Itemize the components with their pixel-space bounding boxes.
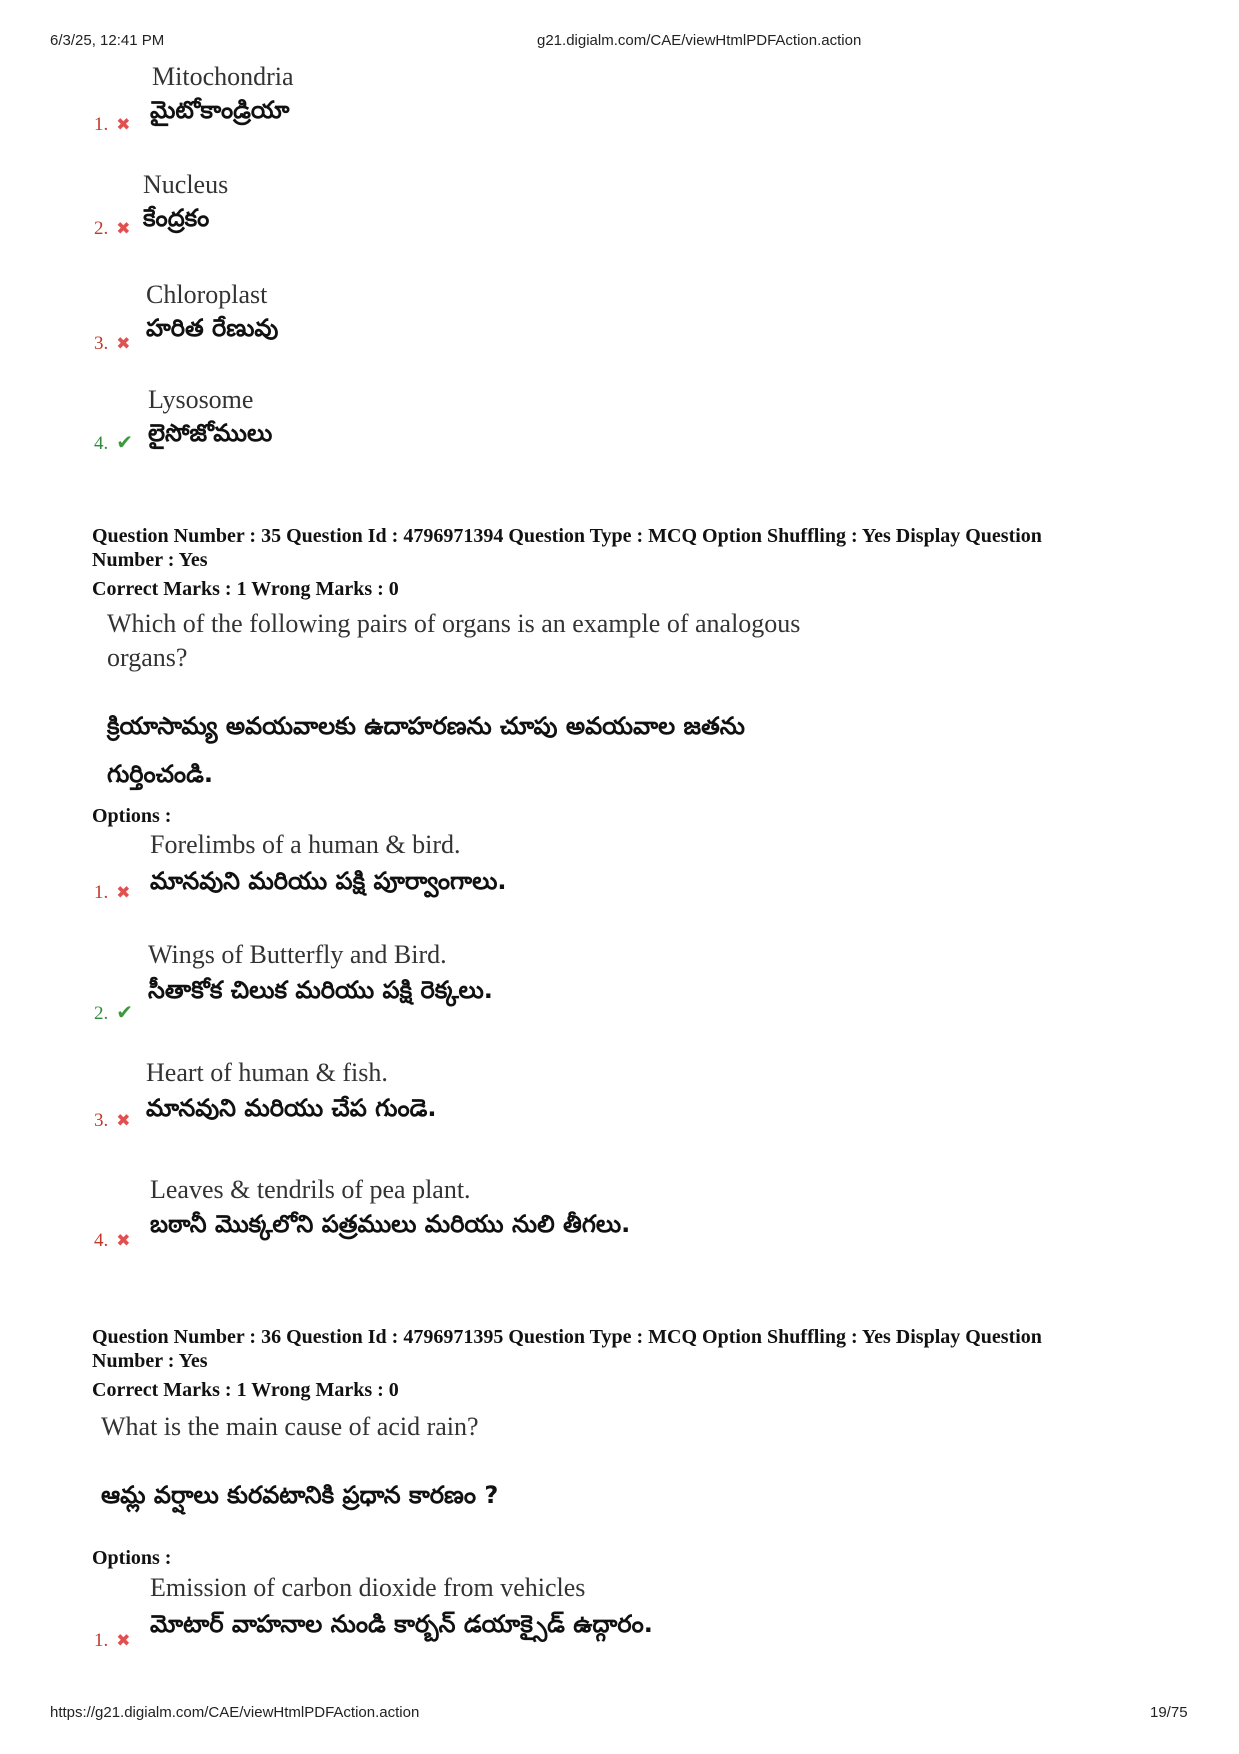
q35-option-4-number: 4. ✖ [94,1230,131,1251]
cross-icon: ✖ [116,883,131,902]
prev-option-3-number: 3. ✖ [94,333,131,354]
q35-option-3-en: Heart of human & fish. [146,1058,388,1087]
q35-meta-line1: Question Number : 35 Question Id : 4796971394 Question Type : MCQ Option Shuffling : Yes Display Question [92,525,1042,547]
q35-question-te-line2: గుర్తించండి. [107,760,213,788]
q36-option-1-number: 1. ✖ [94,1630,131,1651]
q35-option-1-en: Forelimbs of a human & bird. [150,830,461,859]
q36-options-label: Options : [92,1547,172,1569]
prev-option-1-en: Mitochondria [152,62,294,91]
check-icon: ✔ [116,432,134,454]
q35-option-2-te: సీతాకోక చిలుక మరియు పక్షి రెక్కలు. [148,976,493,1004]
cross-icon: ✖ [116,1111,131,1130]
cross-icon: ✖ [116,1231,131,1250]
cross-icon: ✖ [116,115,131,134]
prev-option-2-en: Nucleus [143,170,229,199]
q35-option-1-te: మానవుని మరియు పక్షి పూర్వాంగాలు. [150,867,507,895]
footer-url: https://g21.digialm.com/CAE/viewHtmlPDFAction.action [50,1704,420,1721]
prev-option-3-te: హరిత రేణువు [146,314,279,342]
q36-meta [92,1325,1162,1373]
prev-option-1-te: మైటోకాండ్రియా [150,96,290,124]
q35-option-2-en: Wings of Butterfly and Bird. [148,940,447,969]
cross-icon: ✖ [116,219,131,238]
prev-option-4-number: 4. ✔ [94,432,134,454]
prev-option-2-te: కేంద్రకం [143,204,210,232]
q35-question-en [107,607,800,675]
prev-option-3-en: Chloroplast [146,280,268,309]
prev-option-1-number: 1. ✖ [94,114,131,135]
print-url: g21.digialm.com/CAE/viewHtmlPDFAction.action [537,32,862,49]
q36-meta-line1: Question Number : 36 Question Id : 4796971395 Question Type : MCQ Option Shuffling : Yes Display Question [92,1326,1042,1348]
q35-options-label: Options : [92,805,172,827]
q35-option-3-number: 3. ✖ [94,1110,131,1131]
q36-marks: Correct Marks : 1 Wrong Marks : 0 [92,1379,399,1401]
prev-option-4-en: Lysosome [148,385,254,414]
q35-marks: Correct Marks : 1 Wrong Marks : 0 [92,578,399,600]
q35-question-te-line1: క్రియాసామ్య అవయవాలకు ఉదాహరణను చూపు అవయవాల జతను [107,712,745,740]
prev-option-2-number: 2. ✖ [94,218,131,239]
q35-option-3-te: మానవుని మరియు చేప గుండె. [146,1094,437,1122]
q35-option-4-te: బఠానీ మొక్కలోని పత్రములు మరియు నులి తీగలు. [150,1210,631,1238]
prev-option-4-te: లైసోజోములు [148,419,273,447]
page-number: 19/75 [1150,1704,1188,1721]
q35-question-en-line1: Which of the following pairs of organs is an example of analogous [107,609,801,638]
print-datetime: 6/3/25, 12:41 PM [50,32,165,49]
q36-option-1-en: Emission of carbon dioxide from vehicles [150,1573,586,1602]
q35-meta-line2: Number : Yes [92,549,208,571]
q35-option-2-number: 2. ✔ [94,1002,134,1024]
q36-option-1-te: మోటార్ వాహనాల నుండి కార్బన్ డయాక్సైడ్ ఉద్గారం. [150,1610,653,1638]
q35-option-4-en: Leaves & tendrils of pea plant. [150,1175,471,1204]
q35-meta [92,524,1162,572]
q36-meta-line2: Number : Yes [92,1350,208,1372]
check-icon: ✔ [116,1002,134,1024]
q36-question-en: What is the main cause of acid rain? [101,1412,479,1441]
q35-question-en-line2: organs? [107,643,188,672]
cross-icon: ✖ [116,1631,131,1650]
cross-icon: ✖ [116,334,131,353]
q35-option-1-number: 1. ✖ [94,882,131,903]
q36-question-te: ఆమ్ల వర్షాలు కురవటానికి ప్రధాన కారణం ? [101,1481,499,1509]
